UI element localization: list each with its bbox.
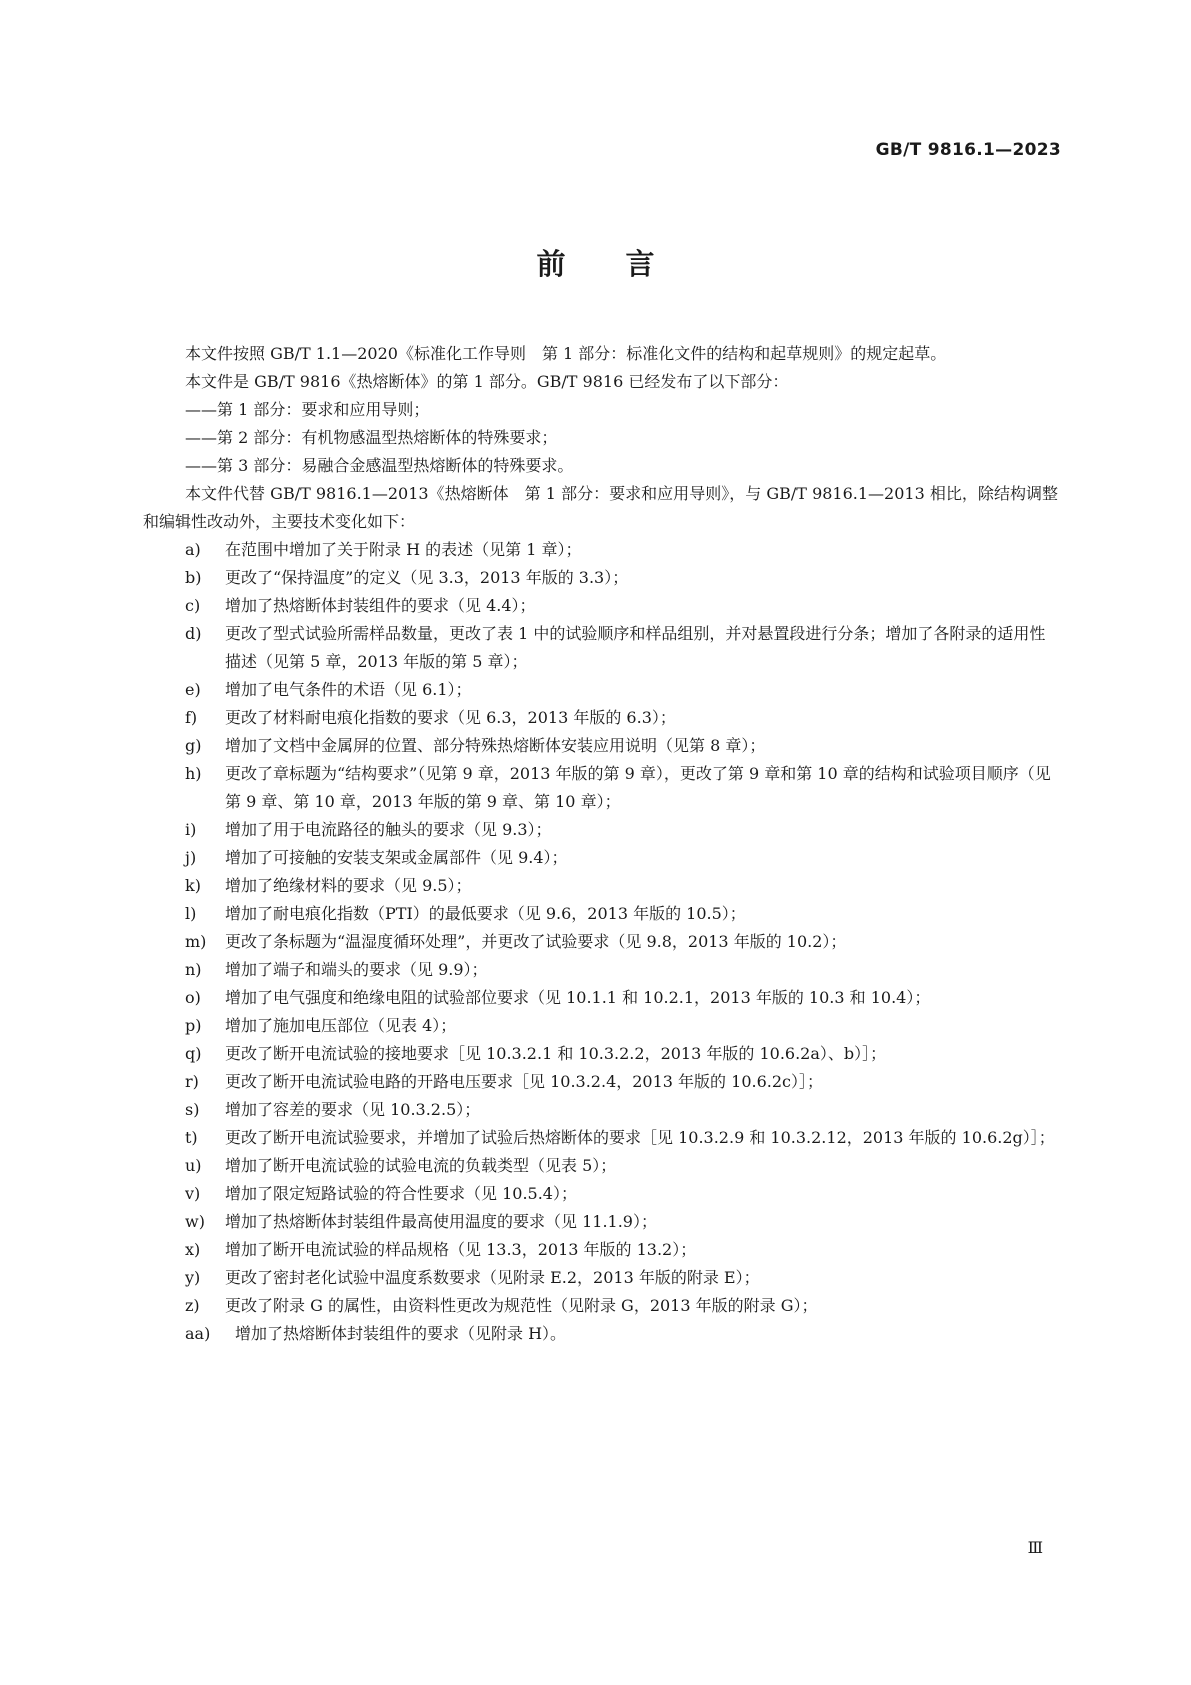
change-marker: aa) xyxy=(185,1324,211,1343)
change-marker: o) xyxy=(185,988,201,1007)
change-marker: j) xyxy=(185,848,197,867)
change-item xyxy=(143,956,1058,984)
parts-intro-paragraph: 本文件是 GB/T 9816《热熔断体》的第 1 部分。GB/T 9816 已经发布了以下部分： xyxy=(185,372,789,391)
change-marker: r) xyxy=(185,1072,199,1091)
part-item: ——第 1 部分：要求和应用导则； xyxy=(185,400,430,419)
change-item xyxy=(143,564,1058,592)
change-item xyxy=(143,1236,1058,1264)
change-marker: w) xyxy=(185,1212,205,1231)
change-item xyxy=(143,1320,1058,1348)
change-item xyxy=(143,760,1058,816)
change-text: 增加了热熔断体封装组件的要求（见 4.4）； xyxy=(225,596,536,615)
change-marker: b) xyxy=(185,568,202,587)
change-item xyxy=(143,592,1058,620)
change-item xyxy=(143,1152,1058,1180)
change-item xyxy=(143,984,1058,1012)
change-marker: i) xyxy=(185,820,197,839)
part-item: ——第 2 部分：有机物感温型热熔断体的特殊要求； xyxy=(185,428,558,447)
change-item xyxy=(143,1180,1058,1208)
change-marker: g) xyxy=(185,736,202,755)
change-text: 增加了断开电流试验的样品规格（见 13.3，2013 年版的 13.2）； xyxy=(225,1240,697,1259)
change-text: 增加了文档中金属屏的位置、部分特殊热熔断体安装应用说明（见第 8 章）； xyxy=(225,736,766,755)
replacement-paragraph: 本文件代替 GB/T 9816.1—2013《热熔断体 第 1 部分：要求和应用导则》，与 GB/T 9816.1—2013 相比，除结构调整和编辑性改动外，主要技术变化如下： xyxy=(143,484,1058,531)
change-item xyxy=(143,620,1058,676)
change-text: 更改了断开电流试验要求，并增加了试验后热熔断体的要求［见 10.3.2.9 和 10.3.2.12，2013 年版的 10.6.2g）］； xyxy=(225,1128,1055,1147)
change-marker: y) xyxy=(185,1268,201,1287)
change-marker: v) xyxy=(185,1184,201,1203)
change-text: 增加了耐电痕化指数（PTI）的最低要求（见 9.6，2013 年版的 10.5）； xyxy=(225,904,746,923)
change-text: 更改了断开电流试验电路的开路电压要求［见 10.3.2.4，2013 年版的 10.6.2c）］； xyxy=(225,1072,823,1091)
change-text: 增加了限定短路试验的符合性要求（见 10.5.4）； xyxy=(225,1184,577,1203)
change-item xyxy=(143,1124,1058,1152)
change-text: 增加了电气条件的术语（见 6.1）； xyxy=(225,680,472,699)
change-item xyxy=(143,1208,1058,1236)
change-item xyxy=(143,872,1058,900)
change-marker: m) xyxy=(185,932,207,951)
page-number: Ⅲ xyxy=(1027,1538,1043,1557)
change-item xyxy=(143,1096,1058,1124)
standard-number: GB/T 9816.1—2023 xyxy=(875,140,1061,160)
change-text: 增加了电气强度和绝缘电阻的试验部位要求（见 10.1.1 和 10.2.1，2013 年版的 10.3 和 10.4）； xyxy=(225,988,931,1007)
part-item: ——第 3 部分：易融合金感温型热熔断体的特殊要求。 xyxy=(185,456,574,475)
change-text: 增加了断开电流试验的试验电流的负载类型（见表 5）； xyxy=(225,1156,617,1175)
change-text: 增加了施加电压部位（见表 4）； xyxy=(225,1016,457,1035)
change-marker: d) xyxy=(185,624,202,643)
change-text: 增加了容差的要求（见 10.3.2.5）； xyxy=(225,1100,481,1119)
change-item xyxy=(143,1012,1058,1040)
change-text: 增加了用于电流路径的触头的要求（见 9.3）； xyxy=(225,820,552,839)
change-item xyxy=(143,1292,1058,1320)
change-item xyxy=(143,704,1058,732)
document-body xyxy=(143,340,1058,1348)
change-text: 更改了条标题为“温湿度循环处理”，并更改了试验要求（见 9.8，2013 年版的 10.2）； xyxy=(225,932,847,951)
changes-list xyxy=(143,536,1058,1348)
change-item xyxy=(143,844,1058,872)
change-item xyxy=(143,900,1058,928)
change-item xyxy=(143,676,1058,704)
change-text: 增加了绝缘材料的要求（见 9.5）； xyxy=(225,876,472,895)
change-item xyxy=(143,928,1058,956)
change-text: 增加了端子和端头的要求（见 9.9）； xyxy=(225,960,488,979)
change-item xyxy=(143,1068,1058,1096)
change-marker: l) xyxy=(185,904,197,923)
change-text: 更改了材料耐电痕化指数的要求（见 6.3，2013 年版的 6.3）； xyxy=(225,708,676,727)
change-text: 增加了热熔断体封装组件的要求（见附录 H）。 xyxy=(235,1324,567,1343)
change-text: 更改了附录 G 的属性，由资料性更改为规范性（见附录 G，2013 年版的附录 G）； xyxy=(225,1296,818,1315)
change-marker: x) xyxy=(185,1240,201,1259)
change-marker: t) xyxy=(185,1128,198,1147)
change-text: 更改了密封老化试验中温度系数要求（见附录 E.2，2013 年版的附录 E）； xyxy=(225,1268,760,1287)
change-marker: f) xyxy=(185,708,198,727)
change-marker: e) xyxy=(185,680,201,699)
change-marker: a) xyxy=(185,540,201,559)
change-text: 更改了型式试验所需样品数量，更改了表 1 中的试验顺序和样品组别，并对悬置段进行分条；增加了各附录的适用性描述（见第 5 章，2013 年版的第 5 章）； xyxy=(225,624,1046,671)
change-marker: q) xyxy=(185,1044,202,1063)
change-item xyxy=(143,536,1058,564)
change-marker: c) xyxy=(185,596,201,615)
page-title: 前言 xyxy=(536,247,715,281)
change-text: 增加了热熔断体封装组件最高使用温度的要求（见 11.1.9）； xyxy=(225,1212,657,1231)
change-marker: k) xyxy=(185,876,201,895)
change-marker: n) xyxy=(185,960,202,979)
change-marker: z) xyxy=(185,1296,200,1315)
change-item xyxy=(143,816,1058,844)
change-text: 更改了“保持温度”的定义（见 3.3，2013 年版的 3.3）； xyxy=(225,568,629,587)
change-marker: s) xyxy=(185,1100,200,1119)
change-text: 更改了章标题为“结构要求”（见第 9 章，2013 年版的第 9 章），更改了第 9 章和第 10 章的结构和试验项目顺序（见第 9 章、第 10 章，2013 年版的第 9 章、第 10 章）； xyxy=(225,764,1051,811)
change-marker: p) xyxy=(185,1016,202,1035)
change-marker: u) xyxy=(185,1156,202,1175)
change-text: 增加了可接触的安装支架或金属部件（见 9.4）； xyxy=(225,848,568,867)
change-item xyxy=(143,1040,1058,1068)
change-item xyxy=(143,732,1058,760)
change-text: 更改了断开电流试验的接地要求［见 10.3.2.1 和 10.3.2.2，2013 年版的 10.6.2a）、b）］； xyxy=(225,1044,887,1063)
change-text: 在范围中增加了关于附录 H 的表述（见第 1 章）； xyxy=(225,540,582,559)
change-item xyxy=(143,1264,1058,1292)
change-marker: h) xyxy=(185,764,202,783)
intro-paragraph: 本文件按照 GB/T 1.1—2020《标准化工作导则 第 1 部分：标准化文件的结构和起草规则》的规定起草。 xyxy=(185,344,947,363)
